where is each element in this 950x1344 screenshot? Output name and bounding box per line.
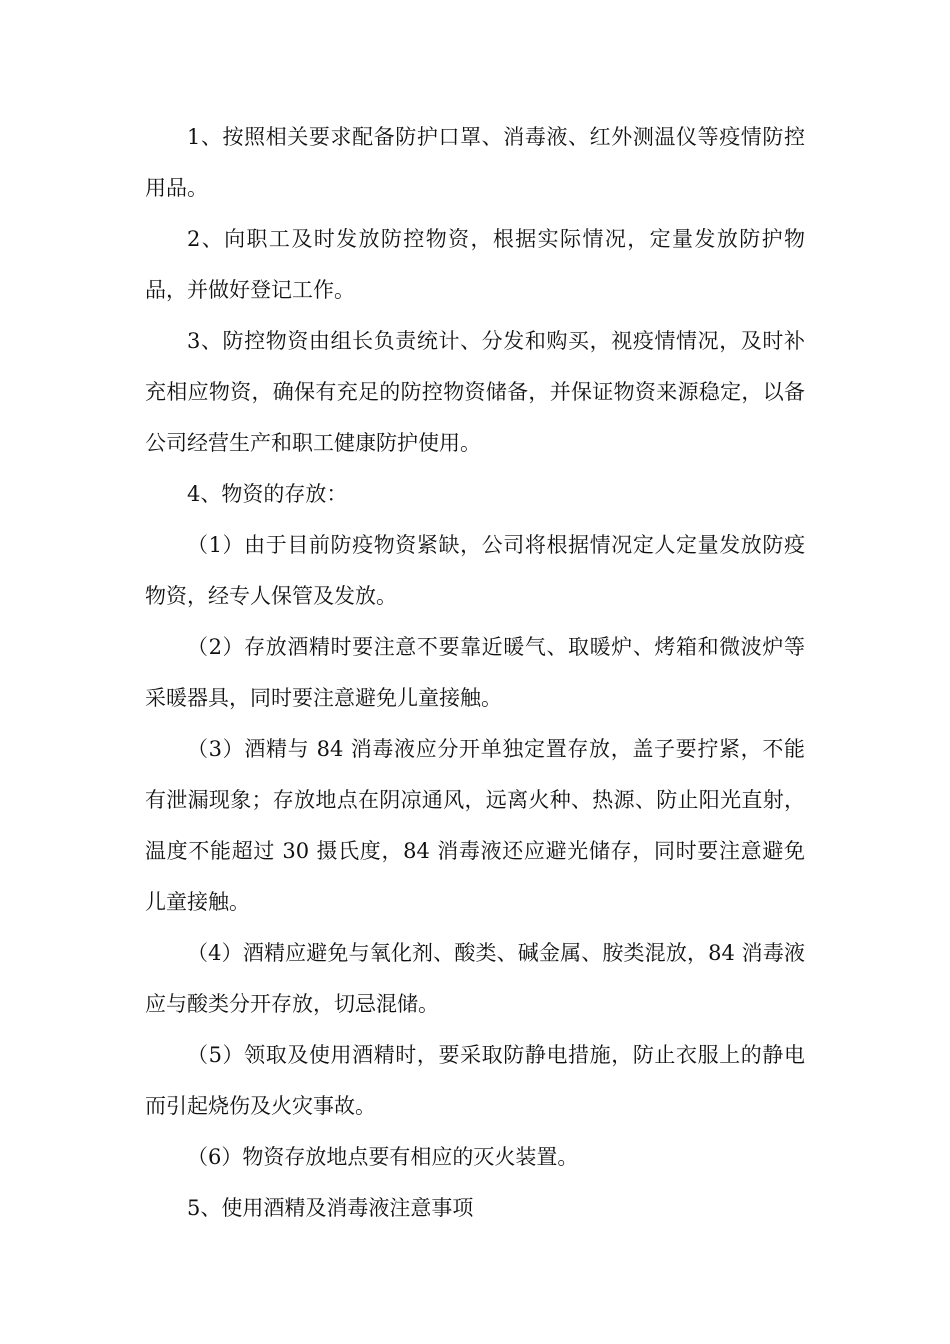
paragraph-item-4: 4、物资的存放： (187, 482, 348, 506)
document-body (145, 112, 805, 1234)
paragraph-subitem-1: （1）由于目前防疫物资紧缺，公司将根据情况定人定量发放防疫物资，经专人保管及发放。 (145, 533, 805, 608)
paragraph-subitem-2: （2）存放酒精时要注意不要靠近暖气、取暖炉、烤箱和微波炉等采暖器具，同时要注意避免儿童接触。 (145, 635, 805, 710)
paragraph-subitem-6: （6）物资存放地点要有相应的灭火装置。 (187, 1145, 579, 1169)
paragraph-item-3: 3、防控物资由组长负责统计、分发和购买，视疫情情况，及时补充相应物资，确保有充足的防控物资储备，并保证物资来源稳定，以备公司经营生产和职工健康防护使用。 (145, 329, 805, 455)
paragraph-item-2: 2、向职工及时发放防控物资，根据实际情况，定量发放防护物品，并做好登记工作。 (145, 227, 805, 302)
paragraph-subitem-5: （5）领取及使用酒精时，要采取防静电措施，防止衣服上的静电而引起烧伤及火灾事故。 (145, 1043, 805, 1118)
paragraph-item-5: 5、使用酒精及消毒液注意事项 (187, 1196, 474, 1220)
paragraph-subitem-3: （3）酒精与 84 消毒液应分开单独定置存放，盖子要拧紧，不能有泄漏现象；存放地点在阴凉通风，远离火种、热源、防止阳光直射，温度不能超过 30 摄氏度，84 消毒液还应避光储存，同时要注意避免儿童接触。 (145, 737, 805, 914)
paragraph-item-1: 1、按照相关要求配备防护口罩、消毒液、红外测温仪等疫情防控用品。 (145, 125, 805, 200)
paragraph-subitem-4: （4）酒精应避免与氧化剂、酸类、碱金属、胺类混放，84 消毒液应与酸类分开存放，切忌混储。 (145, 941, 805, 1016)
